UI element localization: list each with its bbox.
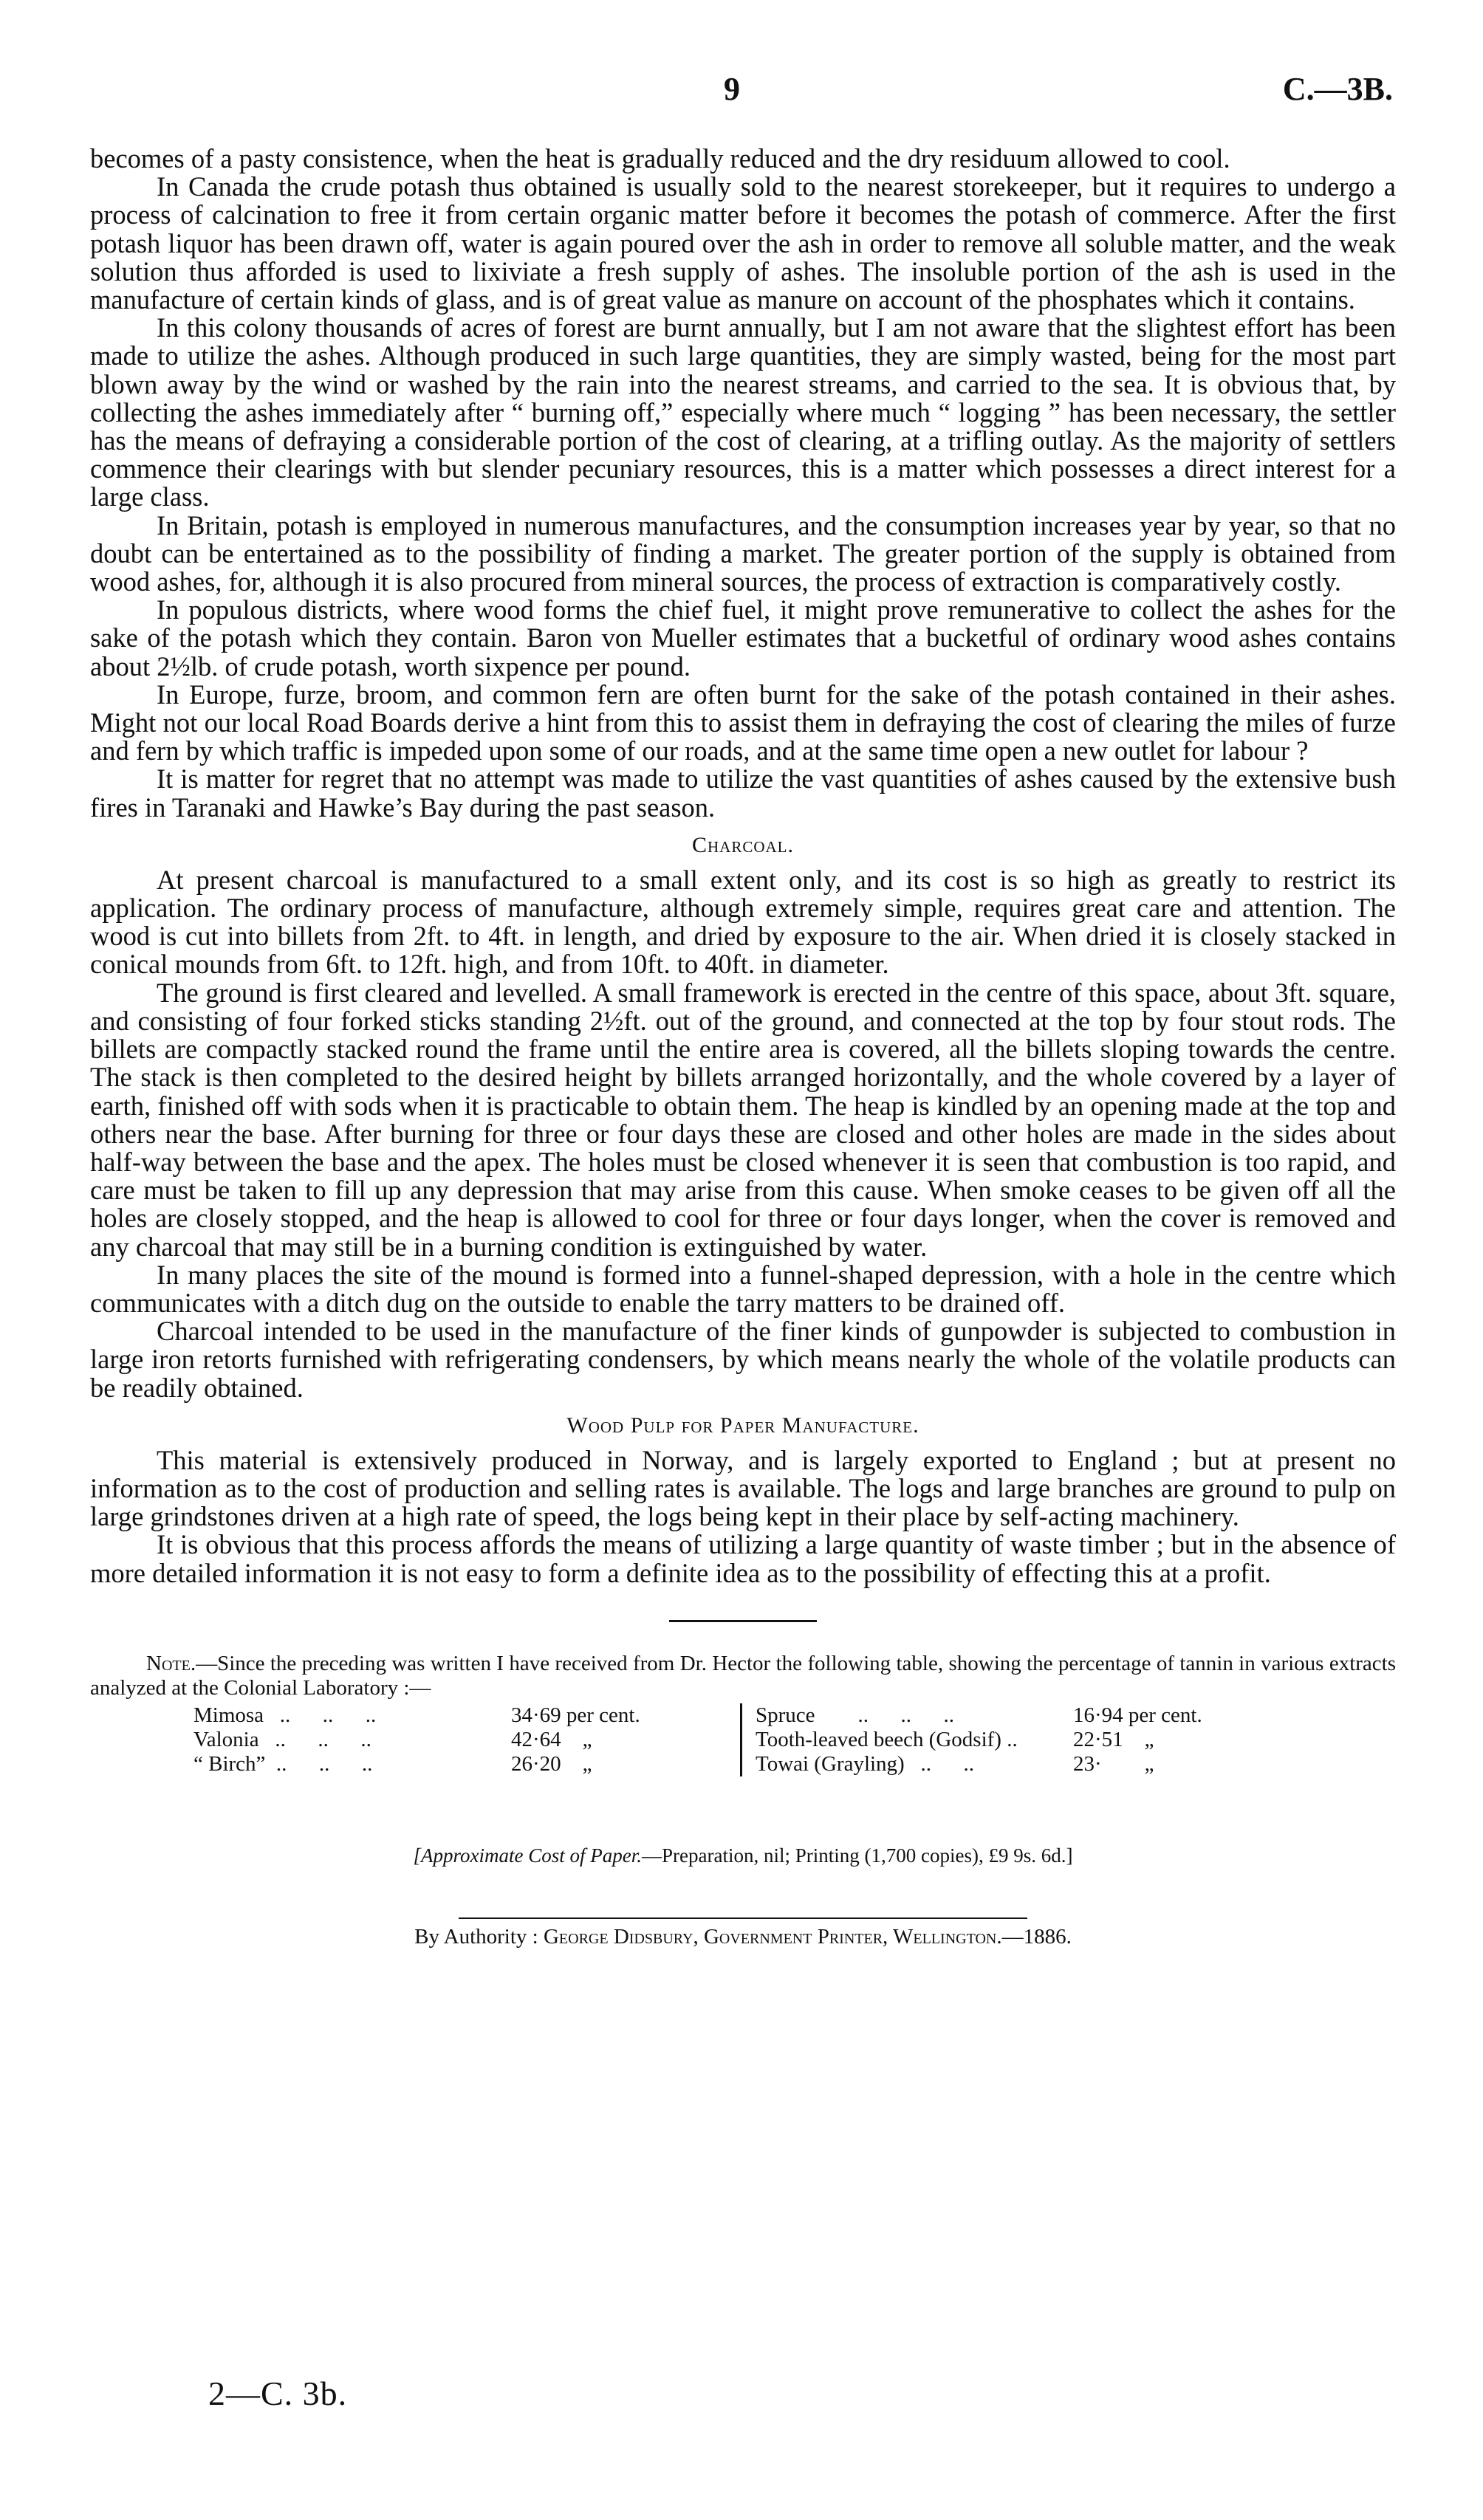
tannin-value: 22·51 „ (1073, 1727, 1154, 1751)
paragraph-charcoal-mound: In many places the site of the mound is formed into a funnel-shaped depression, with a hole in the centre which communicates with a ditch dug on the outside to enable the tarry matters to be drained off. (90, 1259, 1396, 1318)
cost-text: —Preparation, nil; Printing (1,700 copies), £9 9s. 6d.] (642, 1844, 1073, 1867)
tannin-name: Spruce .. .. .. (756, 1703, 955, 1727)
paragraph-regret: It is matter for regret that no attempt was made to utilize the vast quantities of ashes caused by the extensive bush fires in Taranaki and Hawke’s Bay during the past season. (90, 763, 1396, 823)
tannin-name: Mimosa .. .. .. (193, 1703, 377, 1727)
tannin-column-right (740, 1703, 1273, 1776)
document-reference: C.—3B. (1282, 71, 1393, 107)
paragraph-britain: In Britain, potash is employed in numerous manufactures, and the consumption increases year by year, so that no doubt can be entertained as to the possibility of finding a market. The greater portion of the supply is obtained from wood ashes, for, although it is also procured from mineral sources, the process of extraction is comparatively costly. (90, 509, 1396, 597)
section-divider (669, 1620, 817, 1622)
tannin-name: “ Birch” .. .. .. (193, 1751, 373, 1776)
paragraph-populous: In populous districts, where wood forms the chief fuel, it might prove remunerative to collect the ashes for the sake of the potash which they contain. Baron von Mueller estimates that a bucketful of ordinary wood ashes contains about 2½lb. of crude potash, worth sixpence per pound. (90, 594, 1396, 682)
page-number: 9 (724, 71, 740, 107)
tannin-table (193, 1703, 1396, 1776)
imprint-printer: George Didsbury, Government Printer, Wellington.—1886. (543, 1924, 1072, 1949)
page-body (90, 145, 1396, 1949)
table-row (756, 1703, 1273, 1728)
footnote-label: Note. (146, 1651, 196, 1675)
table-row (756, 1752, 1273, 1776)
cost-statement (90, 1844, 1396, 1867)
imprint-rule (459, 1918, 1027, 1919)
page-header (0, 70, 1483, 114)
footnote (90, 1652, 1396, 1700)
signature-mark: 2—C. 3b. (208, 2375, 348, 2412)
tannin-name: Tooth-leaved beech (Godsif) .. (756, 1727, 1018, 1751)
imprint-prefix: By Authority : (414, 1924, 538, 1949)
footnote-body: —Since the preceding was written I have received from Dr. Hector the following table, showing the percentage of tannin in various extracts analyzed at the Colonial Laboratory :— (90, 1651, 1396, 1700)
tannin-name: Towai (Grayling) .. .. (756, 1751, 974, 1776)
paragraph-europe: In Europe, furze, broom, and common fern are often burnt for the sake of the potash contained in their ashes. Might not our local Road Boards derive a hint from this to assist them in defraying the cost of clearing the miles of furze and fern by which traffic is impeded upon some of our roads, and at the same time open a new outlet for labour ? (90, 679, 1396, 766)
tannin-value: 26·20 „ (511, 1751, 592, 1776)
paragraph-charcoal-ground: The ground is first cleared and levelled. A small framework is erected in the centre of this space, about 3ft. square, and consisting of four forked sticks standing 2½ft. out of the ground, and connected at the top by four stout rods. The billets are compactly stacked round the frame until the entire area is covered, all the billets sloping towards the centre. The stack is then completed to the desired height by billets arranged horizontally, and the whole covered by a layer of earth, finished off with sods when it is practicable to obtain them. The heap is kindled by an opening made at the top and others near the base. After burning for three or four days these are closed and other holes are made in the sides about half-way between the base and the apex. The holes must be closed whenever it is seen that combustion is too rapid, and care must be taken to fill up any depression that may arise from this cause. When smoke ceases to be given off all the holes are closely stopped, and the heap is allowed to cool for three or four days longer, when the cover is removed and any charcoal that may still be in a burning condition is extinguished by water. (90, 977, 1396, 1262)
paragraph-continuation: becomes of a pasty consistence, when the heat is gradually reduced and the dry residuum allowed to cool. (90, 143, 1230, 174)
table-row (756, 1728, 1273, 1752)
tannin-value: 16·94 per cent. (1073, 1703, 1202, 1727)
paragraph-charcoal-intro: At present charcoal is manufactured to a small extent only, and its cost is so high as greatly to restrict its application. The ordinary process of manufacture, although extremely simple, requires great care and attention. The wood is cut into billets from 2ft. to 4ft. in length, and dried by exposure to the air. When dried it is closely stacked in conical mounds from 6ft. to 12ft. high, and from 10ft. to 40ft. in diameter. (90, 864, 1396, 980)
paragraph-wood-pulp-obvious: It is obvious that this process affords the means of utilizing a large quantity of waste timber ; but in the absence of more detailed information it is not easy to form a definite idea as to the possibility of effecting this at a profit. (90, 1529, 1396, 1588)
table-row (193, 1752, 740, 1776)
paragraph-colony: In this colony thousands of acres of forest are burnt annually, but I am not aware that the slightest effort has been made to utilize the ashes. Although produced in such large quantities, they are simply wasted, being for the most part blown away by the wind or washed by the rain into the nearest streams, and carried to the sea. It is obvious that, by collecting the ashes immediately after “ burning off,” especially where much “ logging ” has been necessary, the settler has the means of defraying a considerable portion of the cost of clearing, at a trifling outlay. As the majority of settlers commence their clearings with but slender pecuniary resources, this is a matter which possesses a direct interest for a large class. (90, 312, 1396, 512)
footnote-text (90, 1652, 1396, 1700)
table-row (193, 1703, 740, 1728)
tannin-value: 23· „ (1073, 1751, 1154, 1776)
cost-label: [Approximate Cost of Paper. (413, 1844, 643, 1867)
imprint (90, 1925, 1396, 1949)
section-heading-charcoal: Charcoal. (691, 832, 794, 857)
tannin-value: 34·69 per cent. (511, 1703, 640, 1727)
tannin-value: 42·64 „ (511, 1727, 592, 1751)
tannin-column-left (193, 1703, 740, 1776)
tannin-name: Valonia .. .. .. (193, 1727, 371, 1751)
table-row (193, 1728, 740, 1752)
paragraph-wood-pulp-norway: This material is extensively produced in Norway, and is largely exported to England ; but at present no information as to the cost of production and selling rates is available. The logs and large branches are ground to pulp on large grindstones driven at a high rate of speed, the logs being kept in their place by self-acting machinery. (90, 1444, 1396, 1532)
paragraph-charcoal-gunpowder: Charcoal intended to be used in the manufacture of the finer kinds of gunpowder is subjected to combustion in large iron retorts furnished with refrigerating condensers, by which means nearly the whole of the volatile products can be readily obtained. (90, 1316, 1396, 1403)
paragraph-canada: In Canada the crude potash thus obtained is usually sold to the nearest storekeeper, but it requires to undergo a process of calcination to free it from certain organic matter before it becomes the potash of commerce. After the first potash liquor has been drawn off, water is again poured over the ash in order to remove all soluble matter, and the weak solution thus afforded is used to lixiviate a fresh supply of ashes. The insoluble portion of the ash is used in the manufacture of certain kinds of glass, and is of great value as manure on account of the phosphates which it contains. (90, 171, 1396, 315)
section-heading-wood-pulp: Wood Pulp for Paper Manufacture. (566, 1412, 919, 1438)
